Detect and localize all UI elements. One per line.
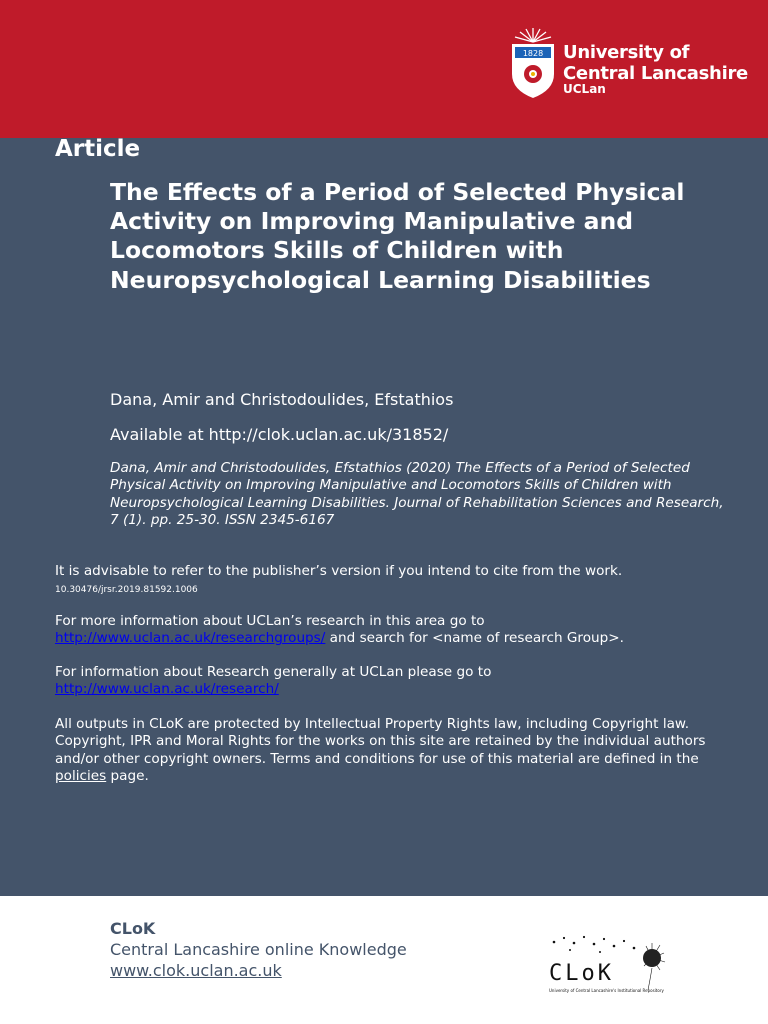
- article-label: Article: [55, 136, 141, 162]
- clok-footer: [110, 919, 407, 981]
- ipr-text: All outputs in CLoK are protected by Intellectual Property Rights law, including Copyright law. Copyright, IPR and Moral Rights for the works on this site are retained by the individual authors and/or other copyright owners. Terms and conditions for use of this material are defined in the: [55, 716, 706, 767]
- research-general-link[interactable]: http://www.uclan.ac.uk/research/: [55, 681, 279, 698]
- clok-logo-text: CLoK: [549, 961, 614, 986]
- research-groups-link[interactable]: http://www.uclan.ac.uk/researchgroups/: [55, 630, 326, 647]
- article-title: The Effects of a Period of Selected Physical Activity on Improving Manipulative and Locomotors Skills of Children with Neuropsychological Learning Disabilities: [110, 178, 685, 294]
- university-name-line2: Central Lancashire: [563, 63, 748, 84]
- clok-url-link[interactable]: www.clok.uclan.ac.uk: [110, 961, 282, 980]
- university-name: [563, 42, 748, 84]
- article-citation: Dana, Amir and Christodoulides, Efstathios (2020) The Effects of a Period of Selected Physical Activity on Improving Manipulative and Locomotors Skills of Children with Neuropsychological Learning Disabilities. Journal of Rehabilitation Sciences and Research, 7 (1). pp. 25-30. ISSN 2345-6167: [110, 460, 724, 529]
- ipr-text-end: page.: [106, 768, 149, 785]
- article-authors: Dana, Amir and Christodoulides, Efstathios: [110, 390, 454, 409]
- research-groups-text: For more information about UCLan’s research in this area go to: [55, 613, 485, 629]
- research-general-text: For information about Research generally at UCLan please go to: [55, 664, 492, 680]
- university-short-name: UCLan: [563, 82, 606, 96]
- clok-logo-subtitle: University of Central Lancashire's Institutional Repository: [549, 988, 664, 993]
- university-banner: [0, 0, 768, 138]
- clok-description: Central Lancashire online Knowledge: [110, 940, 407, 959]
- ipr-notice: [55, 716, 735, 786]
- crest-icon: [510, 26, 556, 100]
- research-groups-line: [55, 630, 735, 647]
- available-at: Available at http://clok.uclan.ac.uk/31852/: [110, 425, 449, 444]
- university-logo: [510, 26, 750, 100]
- research-groups-suffix: and search for <name of research Group>.: [325, 630, 624, 647]
- policies-link[interactable]: policies: [55, 768, 107, 785]
- clok-name: CLoK: [110, 919, 156, 938]
- university-name-line1: University of: [563, 42, 690, 63]
- research-groups-notice: [55, 613, 735, 648]
- crest-year: 1828: [522, 49, 544, 58]
- publisher-version-notice: It is advisable to refer to the publisher’s version if you intend to cite from the work.: [55, 563, 623, 579]
- doi: 10.30476/jrsr.2019.81592.1006: [55, 585, 198, 595]
- research-general-notice: [55, 664, 735, 699]
